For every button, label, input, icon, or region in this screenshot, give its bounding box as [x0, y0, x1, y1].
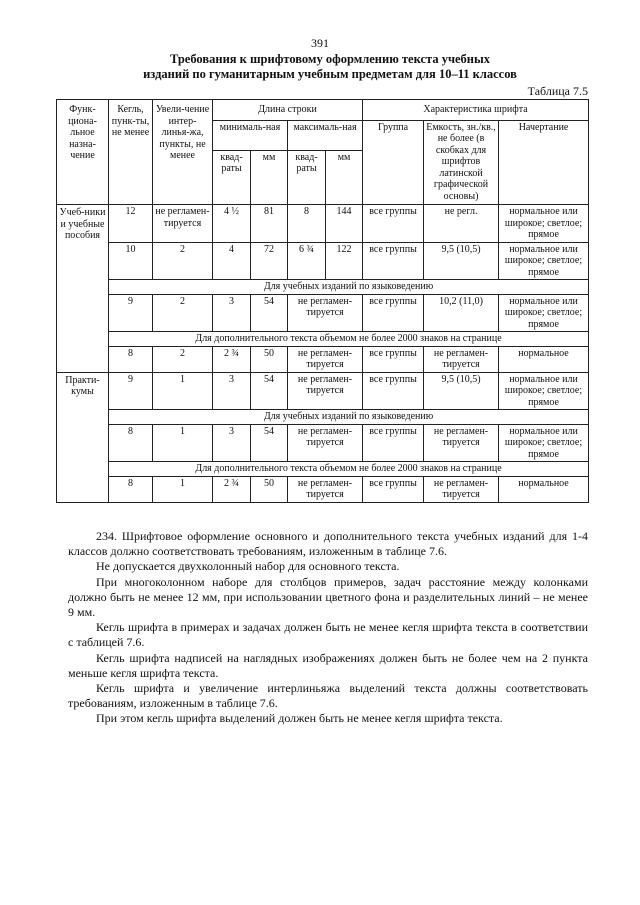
max-cell: не регламен-тируется	[288, 294, 363, 332]
paragraph: Кегль шрифта надписей на наглядных изображениях должен быть не более чем на 2 пункта меньше кегля шрифта текста.	[68, 650, 588, 680]
paragraph: При этом кегль шрифта выделений должен быть не менее кегля шрифта текста.	[96, 711, 503, 726]
group-cell: все группы	[363, 294, 424, 332]
group-cell: все группы	[363, 205, 424, 243]
paragraph: При многоколонном наборе для столбцов примеров, задач расстояние между колонками должно быть не менее 12 мм, при использовании цветного фона и разделительных линий – не менее 9 мм.	[68, 574, 588, 620]
capacity-cell: не регл.	[424, 205, 499, 243]
table-row-subheading	[57, 410, 589, 425]
header-max-mm: мм	[326, 150, 363, 204]
header-group: Группа	[363, 120, 424, 205]
header-style: Начертание	[499, 120, 589, 205]
table-row	[57, 476, 589, 502]
max-mm-cell: 122	[326, 242, 363, 280]
table-row	[57, 424, 589, 462]
min-squares-cell: 3	[213, 424, 251, 462]
header-max-squares: квад-раты	[288, 150, 326, 204]
style-cell: нормальное или широкое; светлое; прямое	[499, 242, 589, 280]
header-min: минималь-ная	[213, 120, 288, 150]
style-cell: нормальное или широкое; светлое; прямое	[499, 205, 589, 243]
font-size-cell: 9	[109, 294, 153, 332]
table-row	[57, 294, 589, 332]
min-squares-cell: 4	[213, 242, 251, 280]
group-cell: все группы	[363, 242, 424, 280]
leading-cell: 1	[153, 476, 213, 502]
body-text	[68, 529, 588, 727]
font-size-cell: 12	[109, 205, 153, 243]
header-max: максималь-ная	[288, 120, 363, 150]
table-row	[57, 346, 589, 372]
capacity-cell: 9,5 (10,5)	[424, 242, 499, 280]
header-min-mm: мм	[251, 150, 288, 204]
table-row-subheading	[57, 332, 589, 347]
subheading-additional-text: Для дополнительного текста объемом не более 2000 знаков на странице	[109, 462, 589, 477]
header-function: Функ-циона-льное назна-чение	[57, 100, 109, 205]
function-cell-textbooks: Учеб-ники и учебные пособия	[57, 205, 109, 373]
table-row	[57, 372, 589, 410]
function-cell-workbooks: Практи-кумы	[57, 372, 109, 502]
font-size-cell: 8	[109, 476, 153, 502]
style-cell: нормальное	[499, 346, 589, 372]
min-mm-cell: 81	[251, 205, 288, 243]
leading-cell: 1	[153, 372, 213, 410]
requirements-table	[56, 99, 589, 503]
min-mm-cell: 54	[251, 294, 288, 332]
leading-cell: 2	[153, 294, 213, 332]
capacity-cell: не регламен-тируется	[424, 424, 499, 462]
max-cell: не регламен-тируется	[288, 372, 363, 410]
min-squares-cell: 2 ¾	[213, 476, 251, 502]
paragraph: Кегль шрифта в примерах и задачах должен быть не менее кегля шрифта текста в соответствии с таблицей 7.6.	[68, 620, 588, 650]
paragraph: 234. Шрифтовое оформление основного и дополнительного текста учебных изданий для 1-4 классов должно соответствовать требованиям, изложенным в таблице 7.6.	[68, 529, 588, 559]
capacity-cell: 10,2 (11,0)	[424, 294, 499, 332]
max-cell: не регламен-тируется	[288, 476, 363, 502]
subheading-additional-text: Для дополнительного текста объемом не более 2000 знаков на странице	[109, 332, 589, 347]
font-size-cell: 10	[109, 242, 153, 280]
min-squares-cell: 4 ½	[213, 205, 251, 243]
header-font-size: Кегль, пунк-ты, не менее	[109, 100, 153, 205]
paragraph: Не допускается двухколонный набор для основного текста.	[96, 559, 400, 574]
style-cell: нормальное или широкое; светлое; прямое	[499, 372, 589, 410]
leading-cell: 1	[153, 424, 213, 462]
min-mm-cell: 54	[251, 424, 288, 462]
capacity-cell: не регламен-тируется	[424, 346, 499, 372]
min-squares-cell: 2 ¾	[213, 346, 251, 372]
min-squares-cell: 3	[213, 372, 251, 410]
leading-cell: не регламен-тируется	[153, 205, 213, 243]
leading-cell: 2	[153, 242, 213, 280]
paragraph: Кегль шрифта и увеличение интерлиньяжа выделений текста должны соответствовать требованиям, изложенным в таблице 7.6.	[68, 681, 588, 711]
page-number: 391	[311, 36, 329, 50]
leading-cell: 2	[153, 346, 213, 372]
max-squares-cell: 6 ¾	[288, 242, 326, 280]
subheading-linguistics: Для учебных изданий по языковедению	[109, 410, 589, 425]
header-leading: Увели-чение интер-линья-жа, пункты, не менее	[153, 100, 213, 205]
table-label: Таблица 7.5	[527, 84, 588, 98]
table-row-subheading	[57, 462, 589, 477]
title-line-2: изданий по гуманитарным учебным предметам для 10–11 классов	[143, 67, 517, 81]
min-mm-cell: 50	[251, 476, 288, 502]
style-cell: нормальное	[499, 476, 589, 502]
group-cell: все группы	[363, 372, 424, 410]
min-squares-cell: 3	[213, 294, 251, 332]
min-mm-cell: 72	[251, 242, 288, 280]
document-title	[60, 52, 600, 82]
group-cell: все группы	[363, 476, 424, 502]
max-cell: не регламен-тируется	[288, 346, 363, 372]
group-cell: все группы	[363, 424, 424, 462]
max-cell: не регламен-тируется	[288, 424, 363, 462]
header-font-characteristics: Характеристика шрифта	[363, 100, 589, 121]
group-cell: все группы	[363, 346, 424, 372]
capacity-cell: не регламен-тируется	[424, 476, 499, 502]
header-min-squares: квад-раты	[213, 150, 251, 204]
header-line-length: Длина строки	[213, 100, 363, 121]
table-row	[57, 205, 589, 243]
font-size-cell: 8	[109, 346, 153, 372]
style-cell: нормальное или широкое; светлое; прямое	[499, 424, 589, 462]
max-mm-cell: 144	[326, 205, 363, 243]
table-row-subheading	[57, 280, 589, 295]
capacity-cell: 9,5 (10,5)	[424, 372, 499, 410]
header-row-1	[57, 100, 589, 121]
header-capacity: Емкость, зн./кв., не более (в скобках для шрифтов латинской графической основы)	[424, 120, 499, 205]
max-squares-cell: 8	[288, 205, 326, 243]
subheading-linguistics: Для учебных изданий по языковедению	[109, 280, 589, 295]
table-row	[57, 242, 589, 280]
style-cell: нормальное или широкое; светлое; прямое	[499, 294, 589, 332]
min-mm-cell: 54	[251, 372, 288, 410]
min-mm-cell: 50	[251, 346, 288, 372]
font-size-cell: 8	[109, 424, 153, 462]
title-line-1: Требования к шрифтовому оформлению текста учебных	[169, 52, 490, 66]
font-size-cell: 9	[109, 372, 153, 410]
